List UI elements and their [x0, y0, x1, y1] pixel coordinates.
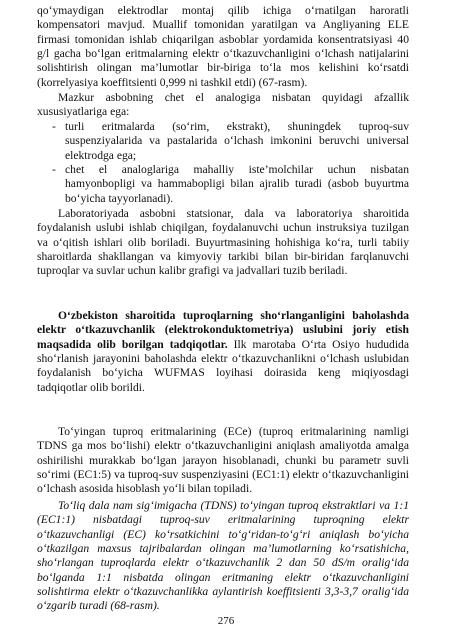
paragraph-3: Laboratoriyada asbobni statsionar, dala va laboratoriya sharoitida foydalanish uslubi ishlab chiqilgan, foydalanuvchi uchun instruksiya tuzilgan va o‘qitish ishlari olib boriladi. Buyurtmasining hohishiga ko‘ra, turli tabiiy sharoitlarda shakllangan va kimyoviy tarkibi bilan bir-biridan farqlanuvchi tuproqlar va suvlar uchun kalibr grafigi va jadvallari tuzib beriladi.	[37, 207, 409, 278]
paragraph-2: Mazkur asbobning chet el analogiga nisbatan quyidagi afzallik xususiyatlariga ega:	[37, 91, 409, 119]
paragraph-1: qo‘ymaydigan elektrodlar montaj qilib ichiga o‘rnatilgan haroratli kompensatori mavjud. Muallif tomonidan yaratilgan va Angliyaning ELE firmasi tomonidan ishlab chiqarilgan asboblar yordamida konsentratsiyasi 40 g/l gacha bo‘lgan eritmalarning elektr o‘tkazuvchanligini o‘lchash natijalarini solishtirish olingan ma’lumotlar bir-biriga to‘la mos kelishini ko‘rsatdi (korrelyasiya koeffitsienti 0,999 ni tashkil etdi) (67-rasm).	[37, 4, 409, 89]
list-item-text: turli eritmalarda (so‘rim, ekstrakt), shuningdek tuproq-suv suspenziyalarida va pastalarida o‘lchash imkonini beruvchi universal elektrodga ega;	[65, 120, 409, 162]
page-number: 276	[217, 615, 235, 627]
paragraph-5: To‘yingan tuproq eritmalarining (ECe) (tuproq eritmalarining namligi TDNS ga mos bo‘lishi) elektr o‘tkazuvchanligini aniqlash amaliyotda amalga oshirilishi murakkab bo‘lgan jarayon hisoblanadi, chunki bu parametr suvli so‘rimi (EC1:5) va tuproq-suv suspenziyasini (EC1:1) elektr o‘tkazuvchanligini o‘lchash asosida hisoblash yo‘li bilan topiladi.	[37, 425, 409, 496]
list-item	[52, 120, 409, 163]
paragraph-4	[37, 309, 409, 395]
list-dash: -	[52, 163, 56, 176]
paragraph-4-text: Ilk marotaba O‘rta Osiyo hududida sho‘rlanish jarayonini baholashda elektr o‘tkazuvchanlikni o‘lchash uslubidan foydalanish bo‘yicha WUFMAS loyihasi doirasida keng miqiyosdagi tadqiqotlar olib borildi.	[37, 337, 409, 394]
list-item	[52, 163, 409, 206]
list-item-text: chet el analoglariga mahalliy iste’molchilar uchun nisbatan hamyonbopligi va hammabopligi bilan ajralib turadi (asbob buyurtma bo‘yicha tayyorlanadi).	[65, 163, 409, 205]
list-dash: -	[52, 120, 56, 133]
section-heading: O‘zbekiston sharoitida tuproqlarning sho‘rlanganligini baholashda elektr o‘tkazuvchanlik (elektrokonduktometriya) uslubini joriy etish maqsadida olib borilgan tadqiqotlar.	[37, 309, 409, 351]
paragraph-6: To‘liq dala nam sig‘imigacha (TDNS) to‘yingan tuproq ekstraktlari va 1:1 (EC1:1) nisbatdagi tuproq-suv eritmalarining tuproqning elektr o‘tkazuvchanligi (EC) ko‘rsatkichini to‘g‘ridan-to‘g‘ri aniqlash bo‘yicha o‘tkazilgan maxsus tajribalardan olingan ma’lumotlarning ko‘rsatishicha, sho‘rlangan tuproqlarda elektr o‘tkazuvchanlik 2 dan 50 dS/m oralig‘ida bo‘lganda 1:1 nisbatda olingan eritmaning elektr o‘tkazuvchanligini solishtirma elektr o‘tkazuvchanlikka aylantirish koeffitsienti 3,3-3,7 oralig‘ida o‘zgarib turadi (68-rasm).	[37, 499, 409, 613]
